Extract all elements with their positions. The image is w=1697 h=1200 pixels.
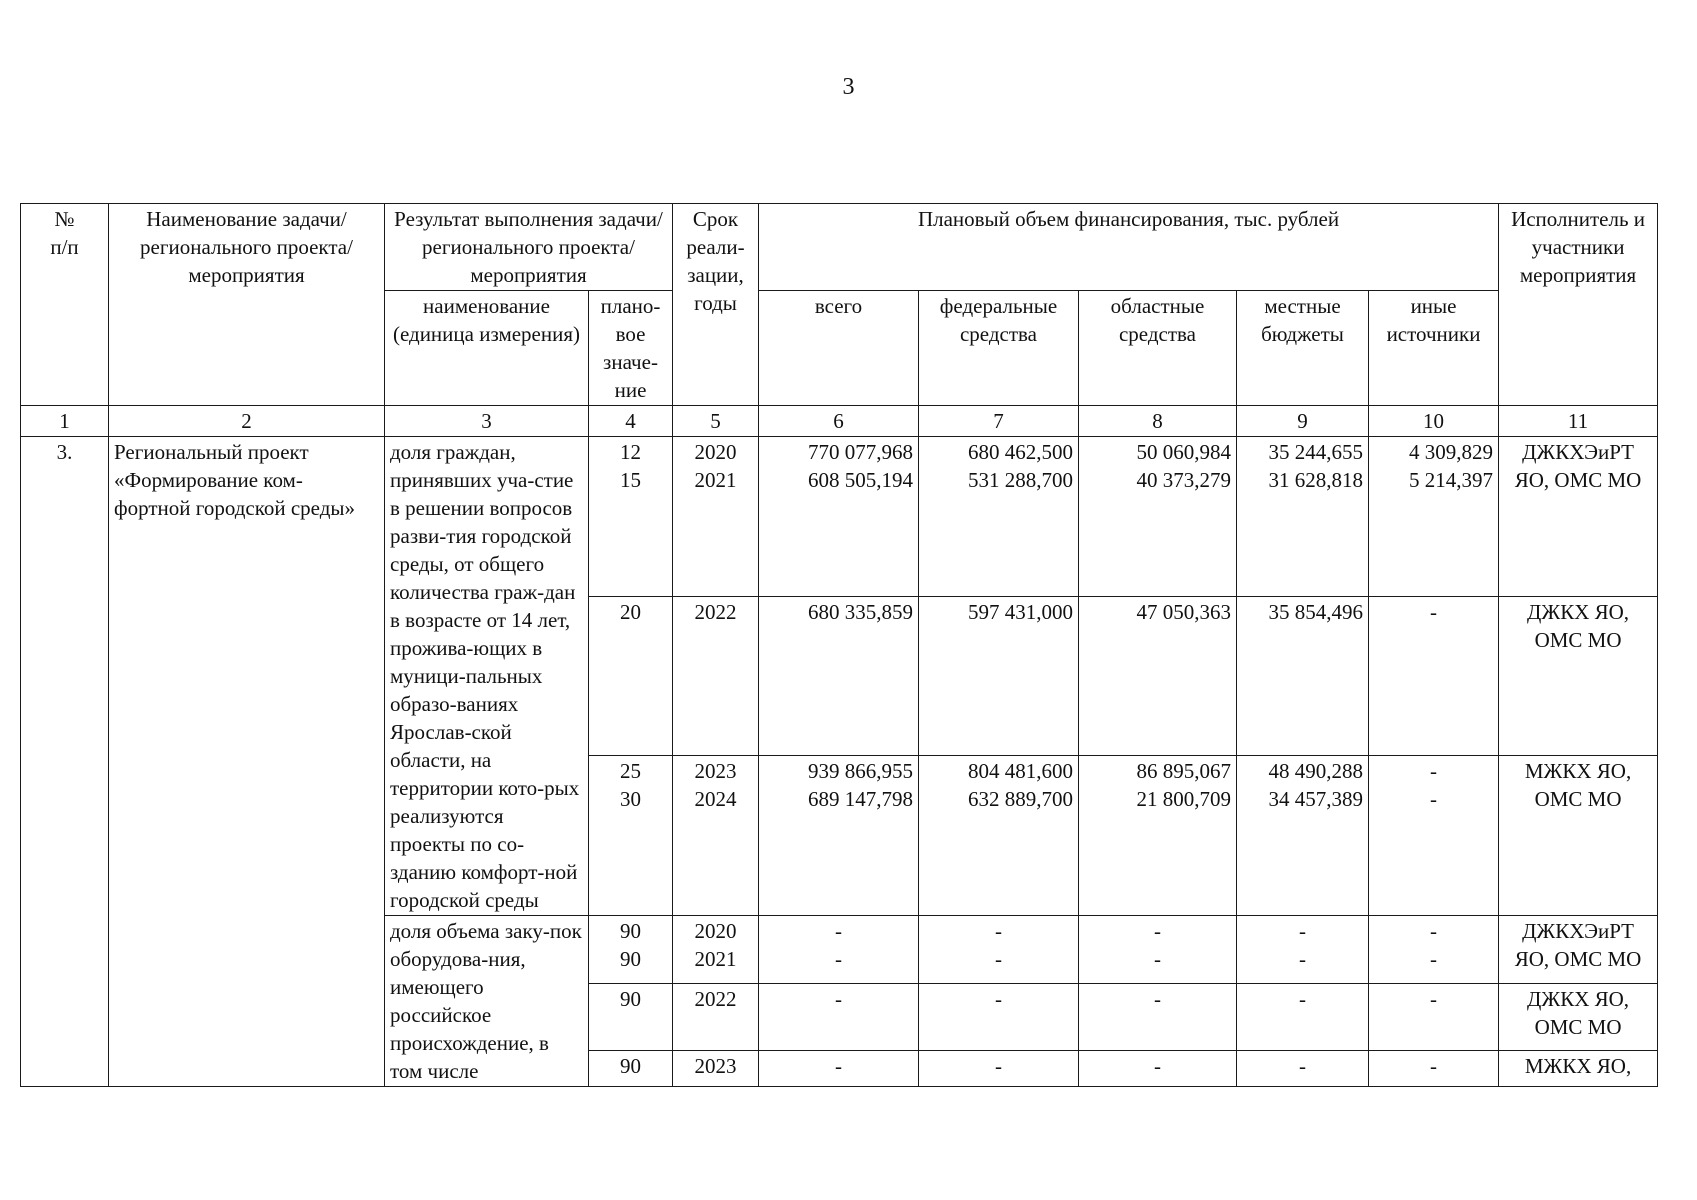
column-number: 4 bbox=[589, 406, 673, 437]
regional-cell bbox=[1079, 756, 1237, 916]
header-task-name: Наименование задачи/регионального проекта/мероприятия bbox=[109, 204, 385, 406]
amount: - bbox=[1430, 1054, 1438, 1079]
amount: 35 854,496 bbox=[1268, 599, 1363, 624]
other-cell bbox=[1369, 1051, 1499, 1087]
amount: 770 077,968 bbox=[808, 440, 913, 464]
total-cell bbox=[759, 756, 919, 916]
amount: 31 628,818 bbox=[1268, 468, 1363, 492]
local-cell bbox=[1237, 983, 1369, 1051]
plan-value-cell bbox=[589, 916, 673, 984]
row-number: 3. bbox=[21, 437, 109, 1087]
amount: - bbox=[995, 986, 1002, 1011]
column-number: 1 bbox=[21, 406, 109, 437]
year-cell bbox=[673, 1051, 759, 1087]
column-number: 6 bbox=[759, 406, 919, 437]
plan-value: 12 bbox=[620, 440, 641, 464]
total-cell bbox=[759, 437, 919, 597]
amount: - bbox=[835, 947, 842, 971]
plan-value: 90 bbox=[620, 986, 641, 1011]
amount: 86 895,067 bbox=[1136, 759, 1231, 784]
plan-value: 90 bbox=[620, 947, 641, 971]
amount: 48 490,288 bbox=[1268, 759, 1363, 784]
amount: - bbox=[1430, 787, 1438, 812]
federal-cell bbox=[919, 596, 1079, 756]
local-cell bbox=[1237, 437, 1369, 597]
amount: - bbox=[995, 919, 1002, 943]
indicator-name: доля граждан, принявших уча-стие в решении вопросов разви-тия городской среды, от общего количества граж-дан в возрасте от 14 лет, прожива-ющих в муници-пальных образо-ваниях Ярослав-ской области, на территории кото-рых реализуются проекты по со-зданию комфорт-ной городской среды bbox=[385, 437, 589, 916]
local-cell bbox=[1237, 756, 1369, 916]
federal-cell bbox=[919, 756, 1079, 916]
total-cell bbox=[759, 1051, 919, 1087]
total-cell bbox=[759, 916, 919, 984]
federal-cell bbox=[919, 437, 1079, 597]
header-num: № п/п bbox=[21, 204, 109, 406]
year: 2022 bbox=[694, 986, 737, 1011]
other-cell bbox=[1369, 983, 1499, 1051]
amount: - bbox=[995, 1054, 1002, 1079]
amount: 5 214,397 bbox=[1409, 468, 1494, 492]
other-cell bbox=[1369, 756, 1499, 916]
other-cell bbox=[1369, 437, 1499, 597]
executor-cell: МЖКХ ЯО, bbox=[1499, 1051, 1658, 1087]
regional-cell bbox=[1079, 1051, 1237, 1087]
column-number: 8 bbox=[1079, 406, 1237, 437]
header-fin-other: иные источники bbox=[1369, 291, 1499, 406]
year-cell bbox=[673, 437, 759, 597]
other-cell bbox=[1369, 596, 1499, 756]
amount: - bbox=[1430, 919, 1438, 943]
page-number: 3 bbox=[842, 74, 855, 100]
financing-table bbox=[20, 203, 1658, 1087]
amount: 689 147,798 bbox=[808, 787, 913, 812]
header-fin-local: местные бюджеты bbox=[1237, 291, 1369, 406]
amount: - bbox=[995, 947, 1002, 971]
year: 2022 bbox=[694, 599, 737, 624]
other-cell bbox=[1369, 916, 1499, 984]
amount: 608 505,194 bbox=[808, 468, 913, 492]
executor-cell: ДЖКХЭиРТ ЯО, ОМС МО bbox=[1499, 916, 1658, 984]
executor-cell: ДЖКХ ЯО, ОМС МО bbox=[1499, 983, 1658, 1051]
amount: 680 335,859 bbox=[808, 599, 913, 624]
column-number: 9 bbox=[1237, 406, 1369, 437]
year: 2021 bbox=[694, 468, 737, 492]
header-executor: Исполнитель и участники мероприятия bbox=[1499, 204, 1658, 406]
column-number: 3 bbox=[385, 406, 589, 437]
amount: 632 889,700 bbox=[968, 787, 1073, 812]
local-cell bbox=[1237, 596, 1369, 756]
plan-value: 30 bbox=[620, 787, 641, 812]
header-fin-regional: областные средства bbox=[1079, 291, 1237, 406]
year: 2020 bbox=[694, 919, 737, 943]
local-cell bbox=[1237, 916, 1369, 984]
header-financing: Плановый объем финансирования, тыс. рублей bbox=[759, 204, 1499, 291]
header-fin-federal: федеральные средства bbox=[919, 291, 1079, 406]
amount: 34 457,389 bbox=[1268, 787, 1363, 812]
plan-value-cell bbox=[589, 756, 673, 916]
amount: - bbox=[1154, 1054, 1161, 1079]
year-cell bbox=[673, 596, 759, 756]
amount: 47 050,363 bbox=[1136, 599, 1231, 624]
column-number: 10 bbox=[1369, 406, 1499, 437]
regional-cell bbox=[1079, 437, 1237, 597]
amount: - bbox=[835, 1054, 842, 1079]
year: 2023 bbox=[694, 759, 737, 784]
plan-value: 15 bbox=[620, 468, 641, 492]
total-cell bbox=[759, 596, 919, 756]
header-result-name: наименование (единица измерения) bbox=[385, 291, 589, 406]
amount: - bbox=[1430, 599, 1438, 624]
year: 2023 bbox=[694, 1054, 737, 1079]
project-name: Региональный проект «Формирование ком-фортной городской среды» bbox=[109, 437, 385, 1087]
plan-value: 90 bbox=[620, 919, 641, 943]
amount: - bbox=[1299, 1054, 1306, 1079]
amount: 531 288,700 bbox=[968, 468, 1073, 492]
amount: - bbox=[1154, 947, 1161, 971]
amount: - bbox=[1430, 986, 1438, 1011]
header-term: Срок реали-зации, годы bbox=[673, 204, 759, 406]
column-number: 5 bbox=[673, 406, 759, 437]
amount: - bbox=[1299, 986, 1306, 1011]
header-fin-total: всего bbox=[759, 291, 919, 406]
year: 2020 bbox=[694, 440, 737, 464]
amount: 804 481,600 bbox=[968, 759, 1073, 784]
amount: 4 309,829 bbox=[1409, 440, 1494, 464]
header-row-1 bbox=[21, 204, 1658, 291]
year-cell bbox=[673, 916, 759, 984]
amount: 680 462,500 bbox=[968, 440, 1073, 464]
regional-cell bbox=[1079, 983, 1237, 1051]
column-number: 2 bbox=[109, 406, 385, 437]
year-cell bbox=[673, 756, 759, 916]
plan-value: 25 bbox=[620, 759, 641, 784]
amount: 21 800,709 bbox=[1136, 787, 1231, 812]
regional-cell bbox=[1079, 916, 1237, 984]
amount: - bbox=[1430, 947, 1438, 971]
amount: - bbox=[835, 986, 842, 1011]
year-cell bbox=[673, 983, 759, 1051]
column-number-row bbox=[21, 406, 1658, 437]
plan-value-cell bbox=[589, 596, 673, 756]
plan-value-cell bbox=[589, 437, 673, 597]
executor-cell: ДЖКХ ЯО, ОМС МО bbox=[1499, 596, 1658, 756]
plan-value: 20 bbox=[620, 599, 641, 624]
plan-value: 90 bbox=[620, 1054, 641, 1079]
federal-cell bbox=[919, 1051, 1079, 1087]
amount: - bbox=[1430, 759, 1438, 784]
amount: - bbox=[835, 919, 842, 943]
executor-cell: МЖКХ ЯО, ОМС МО bbox=[1499, 756, 1658, 916]
amount: 50 060,984 bbox=[1136, 440, 1231, 464]
column-number: 11 bbox=[1499, 406, 1658, 437]
federal-cell bbox=[919, 916, 1079, 984]
amount: - bbox=[1154, 986, 1161, 1011]
amount: - bbox=[1154, 919, 1161, 943]
amount: - bbox=[1299, 947, 1306, 971]
header-result-plan: плано-вое значе-ние bbox=[589, 291, 673, 406]
executor-cell: ДЖКХЭиРТ ЯО, ОМС МО bbox=[1499, 437, 1658, 597]
plan-value-cell bbox=[589, 983, 673, 1051]
amount: 35 244,655 bbox=[1268, 440, 1363, 464]
amount: 40 373,279 bbox=[1136, 468, 1231, 492]
amount: 939 866,955 bbox=[808, 759, 913, 784]
indicator-name: доля объема заку-пок оборудова-ния, имеющего российское происхождение, в том числе bbox=[385, 916, 589, 1087]
local-cell bbox=[1237, 1051, 1369, 1087]
plan-value-cell bbox=[589, 1051, 673, 1087]
total-cell bbox=[759, 983, 919, 1051]
regional-cell bbox=[1079, 596, 1237, 756]
federal-cell bbox=[919, 983, 1079, 1051]
column-number: 7 bbox=[919, 406, 1079, 437]
year: 2024 bbox=[694, 787, 737, 812]
table-row bbox=[21, 437, 1658, 597]
header-result: Результат выполнения задачи/регионального проекта/мероприятия bbox=[385, 204, 673, 291]
amount: 597 431,000 bbox=[968, 599, 1073, 624]
amount: - bbox=[1299, 919, 1306, 943]
year: 2021 bbox=[694, 947, 737, 971]
